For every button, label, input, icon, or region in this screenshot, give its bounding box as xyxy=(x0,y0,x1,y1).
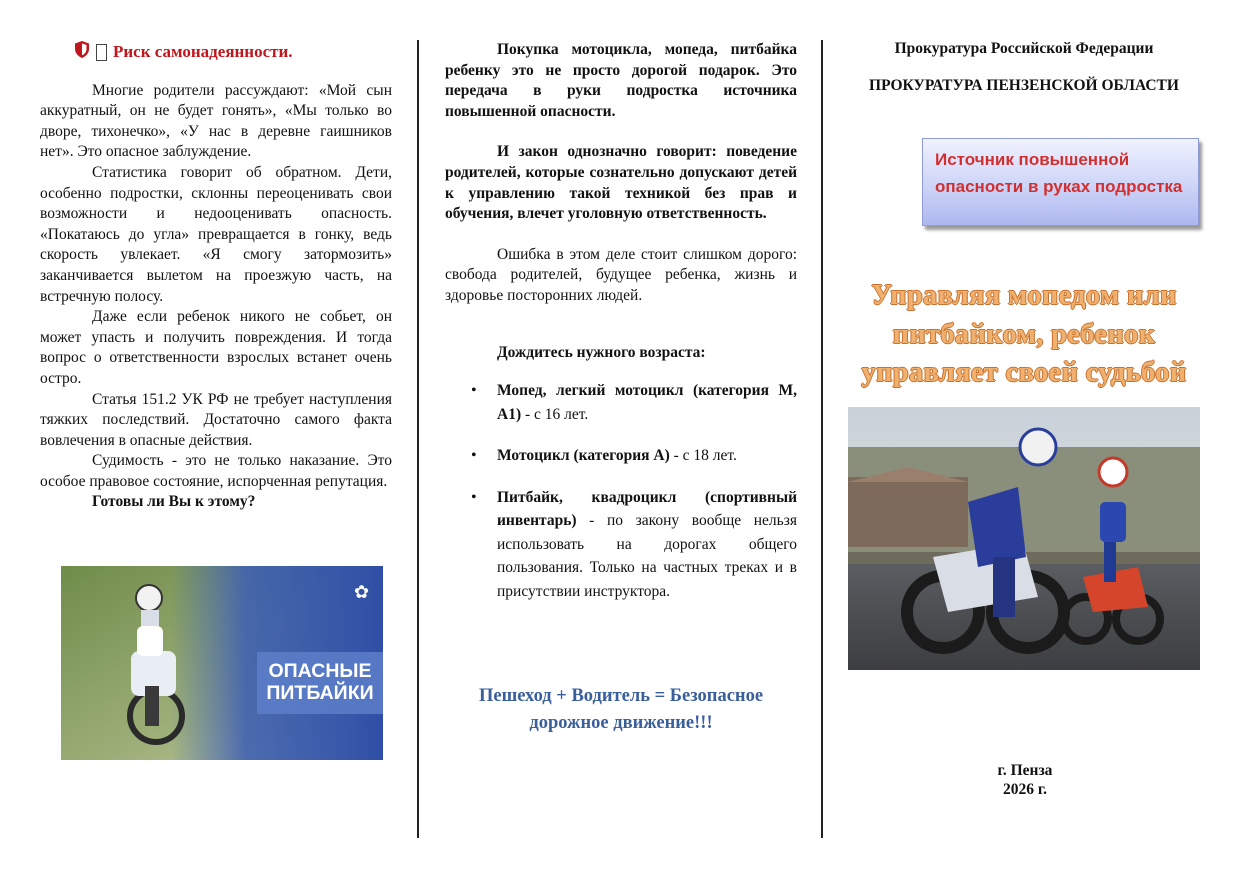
slogan-line2: дорожное движение!!! xyxy=(529,713,713,733)
paragraph: Даже если ребенок никого не собьет, он может упасть и получить повреждения. И тогда вопрос о ответственности взрослых встанет очень остро. xyxy=(40,308,392,387)
pitbike-banner-image xyxy=(61,566,383,760)
paragraph-purchase: Покупка мотоцикла, мопеда, питбайка ребенку это не просто дорогой подарок. Это передача в руки подростка источника повышенной опасности. xyxy=(445,41,797,120)
paragraph: Судимость - это не только наказание. Это особое правовое состояние, испорченная репутация. xyxy=(40,452,392,490)
item-value: - по закону вообще нельзя использовать на дорогах общего пользования. Только на частных треках и в присутствии инструктора. xyxy=(497,512,797,600)
column-divider-left xyxy=(417,40,419,838)
item-label: Мопед, легкий мотоцикл (категория М, А1) xyxy=(497,382,797,423)
paragraph: Статистика говорит об обратном. Дети, особенно подростки, склонны переоценивать свои возможности и недооценивать опасность. «Покатаюсь до угла» превращается в гонку, ведь скорость увлекает. «Я смогу затормозить» заканчивается вылетом на проезжую часть, на встречную полосу. xyxy=(40,163,392,305)
banner-caption-line1: ОПАСНЫЕ xyxy=(268,660,372,682)
year: 2026 г. xyxy=(1002,781,1048,798)
banner-caption xyxy=(257,660,383,704)
brochure-title: Управляя мопедом или питбайком, ребенок управляет своей судьбой xyxy=(861,280,1187,388)
item-value: - с 16 лет. xyxy=(521,405,589,423)
city-and-year xyxy=(990,761,1060,799)
slogan-line1: Пешеход + Водитель = Безопасное xyxy=(478,686,764,706)
city-name: г. Пенза xyxy=(997,762,1053,779)
org-name: Прокуратура Российской Федерации xyxy=(894,40,1154,57)
shield-icon xyxy=(74,40,90,65)
risk-heading-text: Риск самонадеянности. xyxy=(113,42,293,61)
closing-question: Готовы ли Вы к этому? xyxy=(92,493,256,511)
list-item xyxy=(497,444,797,468)
age-heading: Дождитесь нужного возраста: xyxy=(497,343,706,361)
column-divider-right xyxy=(821,40,823,838)
banner-caption-line2: ПИТБАЙКИ xyxy=(266,682,374,704)
paragraph: Многие родители рассуждают: «Мой сын аккуратный, он не будет гонять», «Мы только во дворе, тихонечко», «У нас в деревне гаишников нет». Это опасное заблуждение. xyxy=(40,81,392,161)
paragraph-cost: Ошибка в этом деле стоит слишком дорого: свобода родителей, будущее ребенка, жизнь и здоровье посторонних людей. xyxy=(445,245,797,304)
item-label: Питбайк, квадроцикл (спортивный инвентарь) xyxy=(497,488,797,530)
item-label: Мотоцикл (категория А) xyxy=(497,447,670,465)
risk-heading xyxy=(40,40,392,65)
riders-photo xyxy=(848,407,1200,670)
callout-box: Источник повышенной опасности в руках подростка xyxy=(922,138,1199,226)
age-list xyxy=(445,379,797,603)
paragraph: Статья 151.2 УК РФ не требует наступления тяжких последствий. Достаточно самого факта вовлечения в опасные действия. xyxy=(40,390,392,449)
list-item xyxy=(497,379,797,426)
safety-slogan xyxy=(445,683,797,737)
middle-panel xyxy=(445,40,797,621)
paragraph-law: И закон однозначно говорит: поведение родителей, которые сознательно допускают детей к управлению такой техникой без прав и обучения, влечет уголовную ответственность. xyxy=(445,143,797,223)
list-item xyxy=(497,486,797,604)
svg-text:✿: ✿ xyxy=(354,582,370,603)
left-panel xyxy=(40,40,392,513)
item-value: - с 18 лет. xyxy=(669,447,737,465)
box-glyph-icon xyxy=(96,44,107,61)
org-regional-name: ПРОКУРАТУРА ПЕНЗЕНСКОЙ ОБЛАСТИ xyxy=(869,77,1179,94)
